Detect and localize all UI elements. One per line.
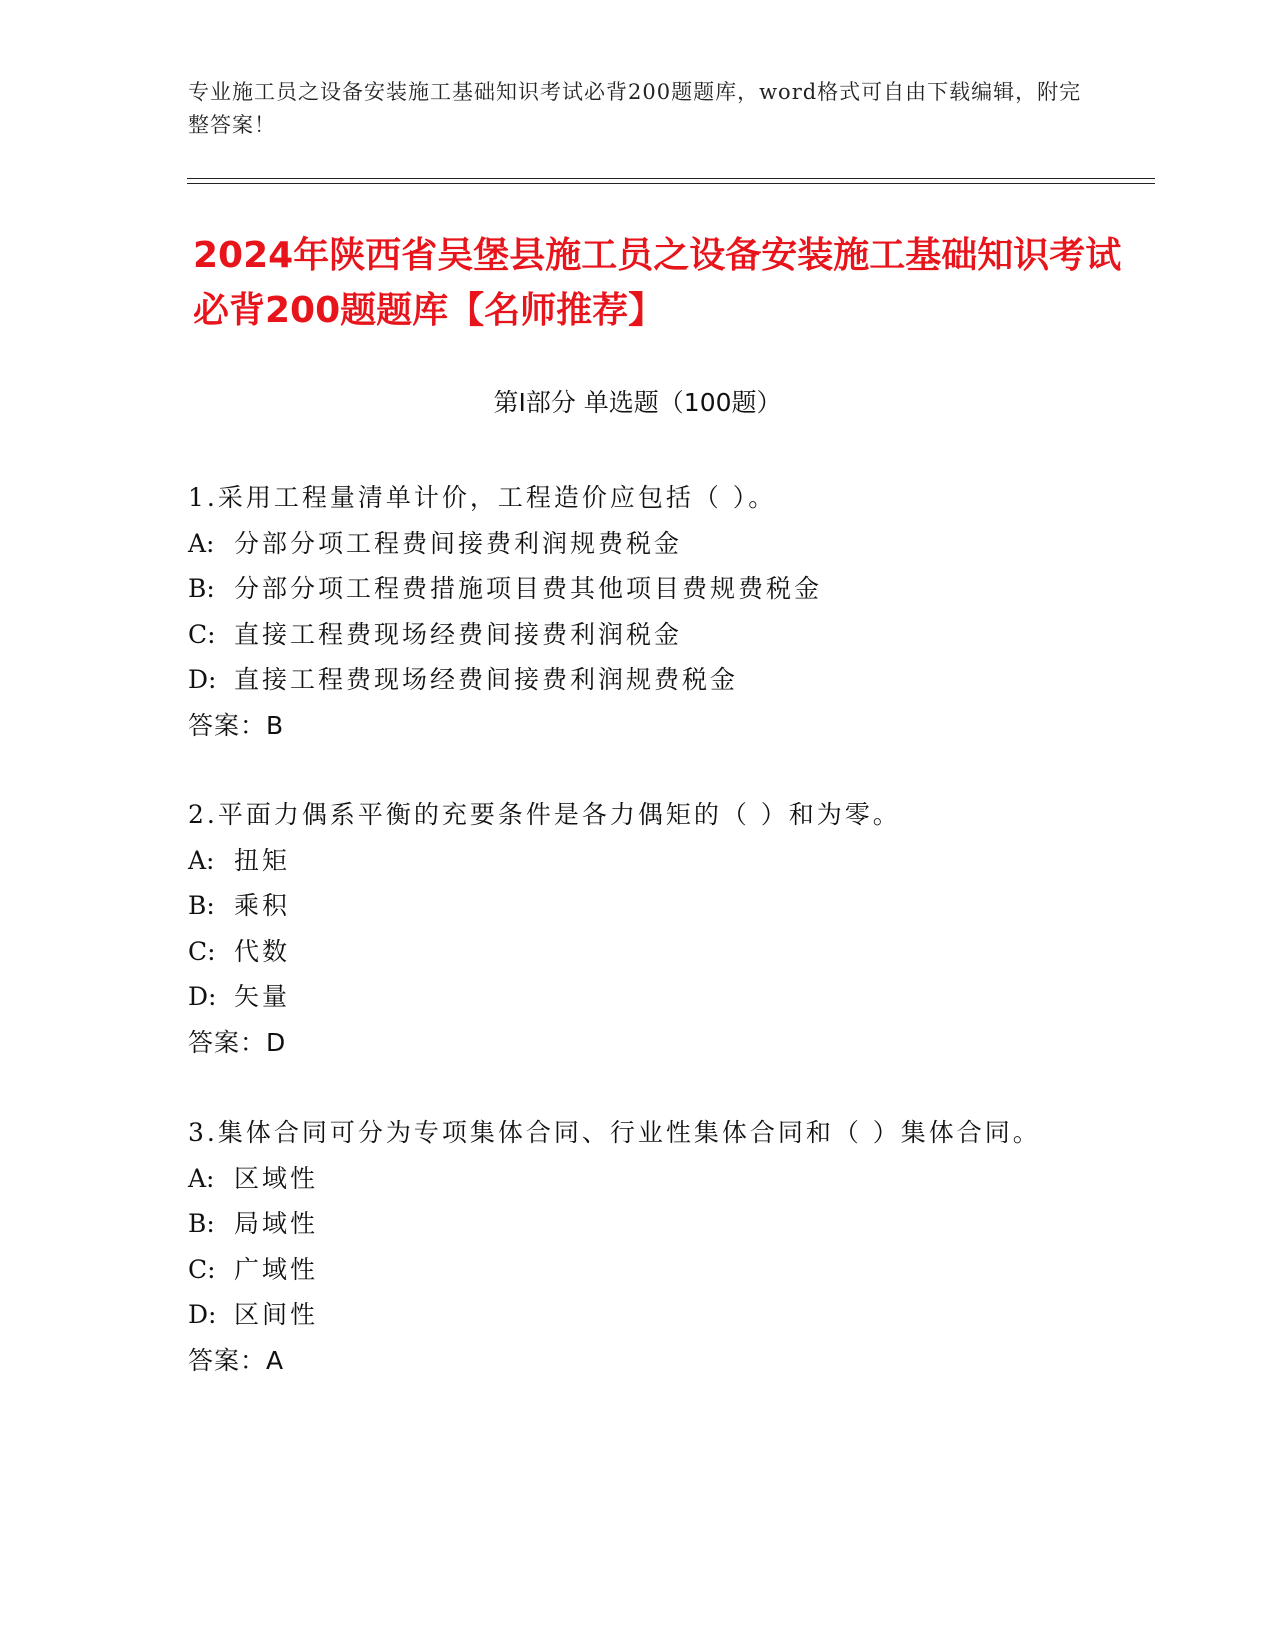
option-b xyxy=(188,883,1188,929)
option-text: 分部分项工程费间接费利润规费税金 xyxy=(234,528,683,558)
option-letter: C: xyxy=(188,936,216,966)
document-title: 2024年陕西省吴堡县施工员之设备安装施工基础知识考试必背200题题库【名师推荐】 xyxy=(193,235,1122,331)
header-rule-bottom xyxy=(187,183,1155,184)
option-b xyxy=(188,566,1188,612)
question-1 xyxy=(188,475,1188,748)
question-stem: 1.采用工程量清单计价，工程造价应包括（ ）。 xyxy=(188,483,777,512)
option-d xyxy=(188,657,1188,703)
option-text: 分部分项工程费措施项目费其他项目费规费税金 xyxy=(234,574,823,603)
option-text: 扭矩 xyxy=(234,845,291,875)
option-text: 代数 xyxy=(234,936,291,966)
option-d xyxy=(188,1292,1188,1338)
option-letter: A: xyxy=(188,845,215,875)
option-text: 乘积 xyxy=(234,891,291,920)
option-text: 区间性 xyxy=(234,1300,319,1329)
question-3 xyxy=(188,1110,1188,1383)
option-a xyxy=(188,1156,1188,1202)
option-letter: D: xyxy=(188,1300,217,1329)
question-stem: 2.平面力偶系平衡的充要条件是各力偶矩的（ ）和为零。 xyxy=(188,800,901,829)
option-c xyxy=(188,929,1188,975)
option-letter: C: xyxy=(188,1254,216,1284)
option-letter: B: xyxy=(188,574,215,603)
answer: 答案：A xyxy=(188,1345,285,1375)
option-letter: C: xyxy=(188,619,216,649)
option-text: 直接工程费现场经费间接费利润税金 xyxy=(234,619,683,649)
option-letter: D: xyxy=(188,665,217,694)
option-letter: B: xyxy=(188,1209,215,1238)
option-letter: A: xyxy=(188,528,215,558)
header-note: 专业施工员之设备安装施工基础知识考试必背200题题库，word格式可自由下载编辑，附完整答案！ xyxy=(188,80,1082,137)
option-text: 广域性 xyxy=(234,1254,319,1284)
option-b xyxy=(188,1201,1188,1247)
option-a xyxy=(188,838,1188,884)
option-text: 局域性 xyxy=(234,1209,319,1238)
answer: 答案：D xyxy=(188,1027,287,1057)
option-c xyxy=(188,612,1188,658)
question-stem: 3.集体合同可分为专项集体合同、行业性集体合同和（ ）集体合同。 xyxy=(188,1118,1041,1147)
option-c xyxy=(188,1247,1188,1293)
option-d xyxy=(188,974,1188,1020)
question-2 xyxy=(188,792,1188,1065)
header-rule-top xyxy=(187,178,1155,179)
option-text: 矢量 xyxy=(234,982,291,1011)
option-text: 区域性 xyxy=(234,1163,319,1193)
section-title: 第Ⅰ部分 单选题（100题） xyxy=(493,388,782,417)
option-letter: B: xyxy=(188,891,215,920)
option-a xyxy=(188,521,1188,567)
option-letter: A: xyxy=(188,1163,215,1193)
option-letter: D: xyxy=(188,982,217,1011)
option-text: 直接工程费现场经费间接费利润规费税金 xyxy=(234,665,739,694)
answer: 答案：B xyxy=(188,710,285,740)
